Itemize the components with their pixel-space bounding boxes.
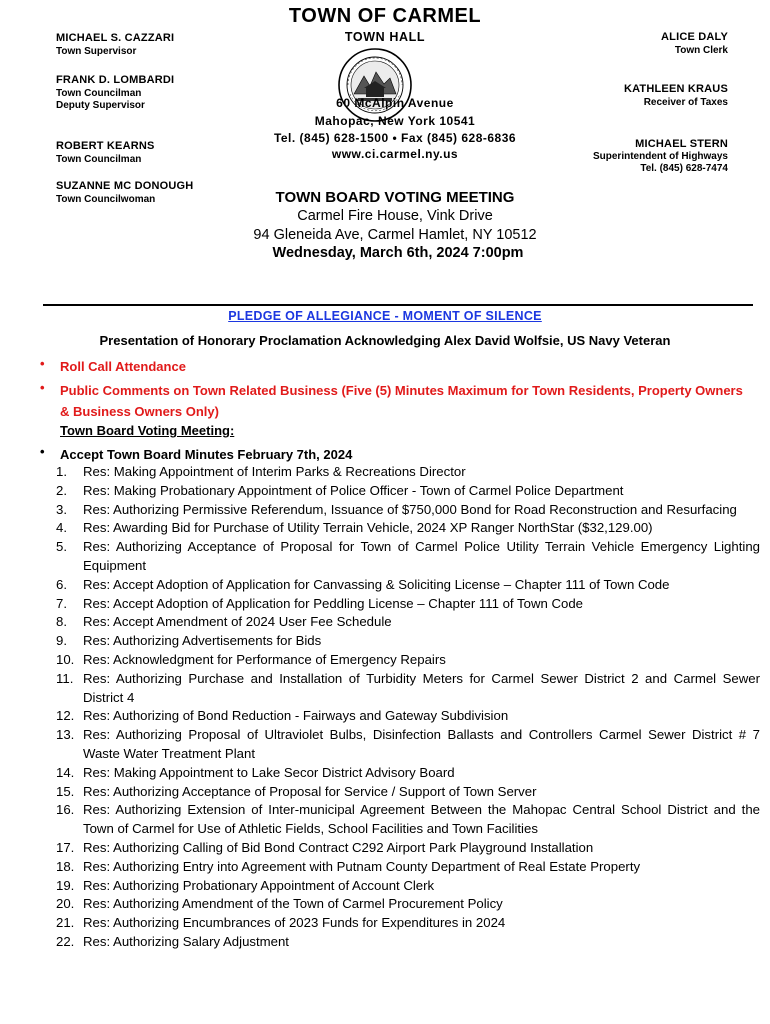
- official-name: MICHAEL STERN: [635, 138, 728, 150]
- official-title: Town Councilwoman: [56, 194, 156, 205]
- website-link[interactable]: www.ci.carmel.ny.us: [331, 147, 459, 161]
- agenda-item: 15. Res: Authorizing Acceptance of Proposal for Service / Support of Town Server: [56, 783, 537, 799]
- agenda-item: 1. Res: Making Appointment of Interim Parks & Recreations Director: [56, 464, 466, 479]
- roll-call-text: Roll Call Attendance: [60, 359, 186, 374]
- phone-fax-line: Tel. (845) 628-1500 • Fax (845) 628-6836: [273, 131, 517, 145]
- roll-call-item: [40, 356, 760, 378]
- meeting-title: TOWN BOARD VOTING MEETING: [275, 189, 515, 206]
- agenda-item: 8. Res: Accept Amendment of 2024 User Fee Schedule: [56, 614, 392, 630]
- agenda-item: 20. Res: Authorizing Amendment of the Town of Carmel Procurement Policy: [56, 896, 503, 912]
- public-comments-item: [40, 380, 760, 424]
- agenda-item: 2. Res: Making Probationary Appointment of Police Officer - Town of Carmel Police Department: [56, 482, 624, 498]
- official-title: Superintendent of Highways: [592, 151, 728, 162]
- agenda-item: 13. Res: Authorizing Proposal of Ultraviolet Bulbs, Disinfection Ballasts and Controllers Carmel Sewer District # 7 Waste Water Treatment Plant: [56, 727, 760, 761]
- official-title: Town Supervisor: [56, 46, 137, 57]
- presentation-line: Presentation of Honorary Proclamation Acknowledging Alex David Wolfsie, US Navy Veteran: [99, 333, 671, 348]
- agenda-item: 3. Res: Authorizing Permissive Referendum, Issuance of $750,000 Bond for Road Reconstruction and Resurfacing: [56, 501, 737, 517]
- accept-minutes-item: [40, 444, 760, 464]
- pledge-heading: PLEDGE OF ALLEGIANCE - MOMENT OF SILENCE: [228, 309, 542, 323]
- official-name: SUZANNE MC DONOUGH: [56, 180, 194, 192]
- board-meeting-heading: Town Board Voting Meeting:: [60, 423, 235, 438]
- official-title: Tel. (845) 628-7474: [640, 163, 728, 174]
- bullet-icon: •: [40, 380, 45, 395]
- official-name: MICHAEL S. CAZZARI: [56, 32, 175, 44]
- agenda-item: 21. Res: Authorizing Encumbrances of 2023 Funds for Expenditures in 2024: [56, 915, 506, 931]
- agenda-item: 12. Res: Authorizing of Bond Reduction - Fairways and Gateway Subdivision: [56, 708, 509, 724]
- official-title: Receiver of Taxes: [643, 97, 728, 108]
- public-comments-text: Public Comments on Town Related Business (Five (5) Minutes Maximum for Town Residents, Property Owners & Business Owners Only): [60, 383, 743, 419]
- official-name: ROBERT KEARNS: [56, 140, 155, 152]
- accept-minutes-text: Accept Town Board Minutes February 7th, 2024: [60, 447, 353, 462]
- official-name: ALICE DALY: [661, 31, 728, 43]
- agenda-item: 11. Res: Authorizing Purchase and Installation of Turbidity Meters for Carmel Sewer District 2 and Carmel Sewer District 4: [56, 670, 760, 705]
- agenda-item: 22. Res: Authorizing Salary Adjustment: [56, 933, 289, 949]
- official-title: Town Councilman: [56, 88, 142, 99]
- city-line: Mahopac, New York 10541: [314, 114, 476, 128]
- town-hall-label: TOWN HALL: [344, 30, 426, 44]
- meeting-location: Carmel Fire House, Vink Drive: [297, 208, 493, 224]
- bullet-icon: •: [40, 356, 45, 371]
- address-line: 60 McAlpin Avenue: [336, 96, 454, 110]
- meeting-date: Wednesday, March 6th, 2024 7:00pm: [272, 245, 524, 261]
- official-name: FRANK D. LOMBARDI: [56, 74, 175, 86]
- official-name: KATHLEEN KRAUS: [623, 83, 728, 95]
- agenda-item: 4. Res: Awarding Bid for Purchase of Utility Terrain Vehicle, 2024 XP Ranger NorthStar ($32,129.00): [56, 520, 653, 536]
- agenda-item: 5. Res: Authorizing Acceptance of Proposal for Town of Carmel Police Utility Terrain Vehicle Emergency Lighting Equipment: [56, 539, 760, 573]
- agenda-item: 16. Res: Authorizing Extension of Inter-municipal Agreement Between the Mahopac Central School District and the Town of Carmel for Use of Athletic Fields, School Facilities and Town Facilities: [56, 802, 760, 837]
- agenda-item: 9. Res: Authorizing Advertisements for Bids: [56, 633, 322, 649]
- official-title: Town Clerk: [674, 45, 728, 56]
- agenda-item: 19. Res: Authorizing Probationary Appointment of Account Clerk: [56, 877, 435, 893]
- official-title: Deputy Supervisor: [56, 100, 145, 111]
- bullet-icon: •: [40, 444, 45, 459]
- agenda-item: 18. Res: Authorizing Entry into Agreement with Putnam County Department of Real Estate Property: [56, 858, 641, 874]
- agenda-item: 6. Res: Accept Adoption of Application for Canvassing & Soliciting License – Chapter 111 of Town Code: [56, 576, 670, 592]
- meeting-address: 94 Gleneida Ave, Carmel Hamlet, NY 10512: [253, 227, 537, 243]
- official-title: Town Councilman: [56, 154, 142, 165]
- agenda-item: 14. Res: Making Appointment to Lake Secor District Advisory Board: [56, 764, 455, 780]
- agenda-item: 17. Res: Authorizing Calling of Bid Bond Contract C292 Airport Park Playground Installation: [56, 839, 594, 855]
- town-seal-icon: [336, 46, 414, 124]
- divider: [43, 304, 753, 306]
- agenda-item: 7. Res: Accept Adoption of Application for Peddling License – Chapter 111 of Town Code: [56, 595, 583, 611]
- agenda-list: [56, 463, 760, 952]
- town-title: TOWN OF CARMEL: [288, 5, 482, 27]
- agenda-item: 10. Res: Acknowledgment for Performance of Emergency Repairs: [56, 651, 446, 667]
